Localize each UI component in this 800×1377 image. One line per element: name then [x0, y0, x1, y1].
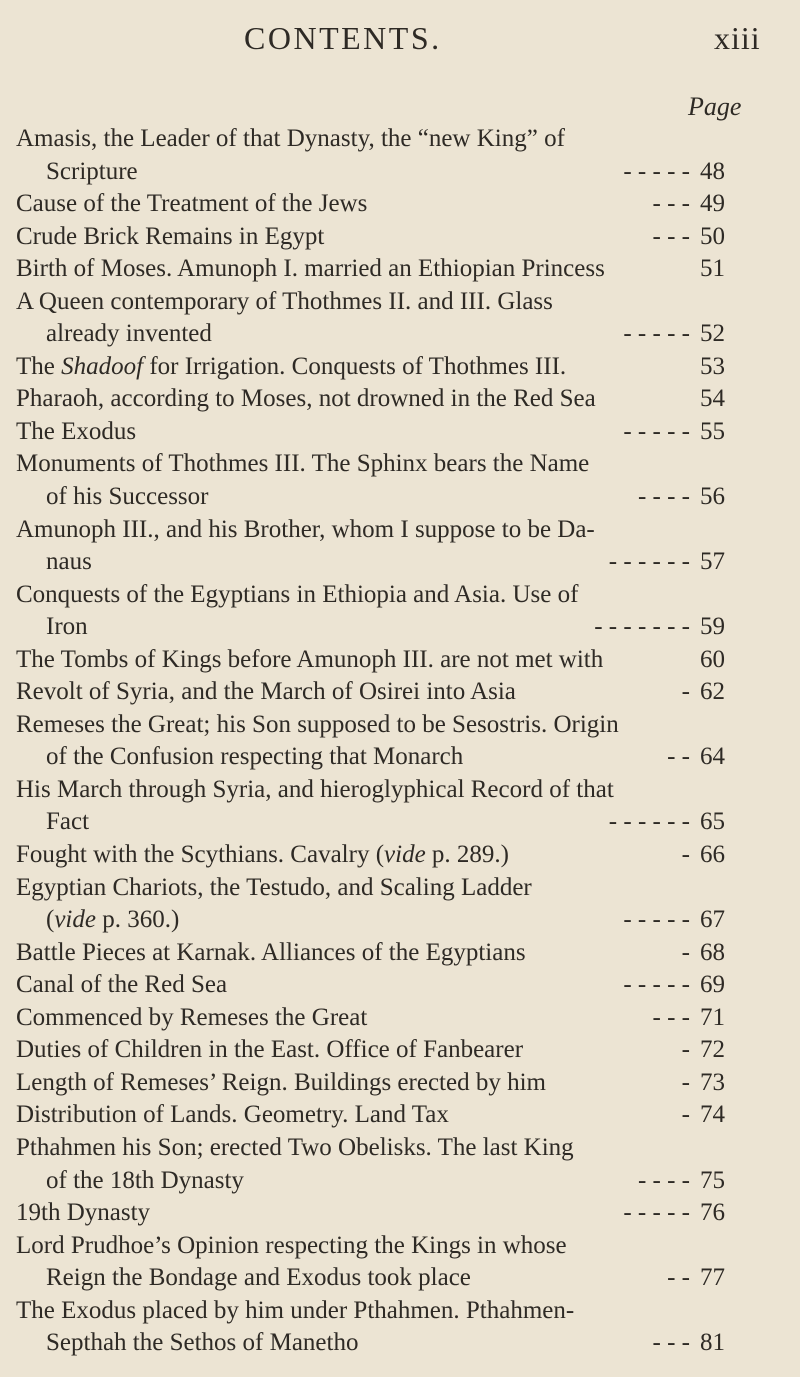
- page-number: xiii: [714, 20, 761, 56]
- toc-line: [0, 123, 800, 156]
- toc-line: [0, 351, 800, 384]
- toc-entry-text: Birth of Moses. Amunoph I. married an Ethiopian Princess: [16, 255, 605, 283]
- toc-line: [0, 1295, 800, 1328]
- toc-line: [0, 221, 800, 254]
- leader-dots: - - - - -: [623, 157, 690, 185]
- toc-entry-text: Septhah the Sethos of Manetho: [46, 1329, 359, 1357]
- leader-dots: - - - - -: [623, 1199, 690, 1227]
- toc-line: [0, 1034, 800, 1067]
- toc-line: [0, 1132, 800, 1165]
- toc-entry-text: Egyptian Chariots, the Testudo, and Scaling Ladder: [16, 873, 532, 901]
- leader-dots: - - -: [652, 222, 690, 250]
- leader-dots: - -: [667, 743, 690, 771]
- toc-line: [0, 579, 800, 612]
- toc-line: [0, 318, 800, 351]
- toc-line: [0, 481, 800, 514]
- running-title: CONTENTS.: [244, 20, 442, 56]
- toc-page-number: 81: [700, 1329, 725, 1357]
- toc-line: [0, 1165, 800, 1198]
- toc-line: [0, 969, 800, 1002]
- toc-page-number: 48: [700, 157, 725, 185]
- toc-page-number: 72: [700, 1036, 725, 1064]
- toc-entry-text: Cause of the Treatment of the Jews: [16, 190, 368, 218]
- toc-page-number: 67: [700, 906, 725, 934]
- toc-line: [0, 448, 800, 481]
- toc-entry-text: Amasis, the Leader of that Dynasty, the “new King” of: [16, 125, 565, 152]
- toc-line: [0, 286, 800, 319]
- toc-entry-text: Fact: [46, 808, 90, 836]
- toc-entry-text: of the 18th Dynasty: [46, 1166, 244, 1194]
- toc-entry-text: Scripture: [46, 157, 138, 185]
- toc-entry-text: of the Confusion respecting that Monarch: [46, 743, 464, 771]
- toc-line: [0, 806, 800, 839]
- toc-line: [0, 156, 800, 189]
- toc-entry-text: Pharaoh, according to Moses, not drowned in the Red Sea: [16, 385, 596, 413]
- page-header: [0, 20, 800, 70]
- toc-line: [0, 253, 800, 286]
- toc-entry-text: Battle Pieces at Karnak. Alliances of the Egyptians: [16, 938, 526, 966]
- leader-dots: -: [681, 938, 690, 966]
- toc-page-number: 75: [700, 1166, 725, 1194]
- toc-entry-text: The Shadoof for Irrigation. Conquests of Thothmes III.: [16, 352, 567, 380]
- leader-dots: - - - - - -: [608, 548, 690, 576]
- contents-list: [0, 123, 800, 1360]
- toc-page-number: 53: [700, 352, 725, 380]
- leader-dots: - -: [667, 1264, 690, 1292]
- toc-entry-text: Fought with the Scythians. Cavalry (vide p. 289.): [16, 841, 509, 869]
- toc-line: [0, 1099, 800, 1132]
- leader-dots: - - - -: [637, 1166, 690, 1194]
- toc-entry-text: Duties of Children in the East. Office of Fanbearer: [16, 1036, 524, 1064]
- toc-entry-text: already invented: [46, 320, 212, 348]
- toc-page-number: 52: [700, 320, 725, 348]
- toc-line: [0, 644, 800, 677]
- toc-line: [0, 904, 800, 937]
- page-column-label: Page: [688, 92, 742, 121]
- toc-entry-text: Length of Remeses’ Reign. Buildings erected by him: [16, 1068, 546, 1096]
- toc-entry-text: Lord Prudhoe’s Opinion respecting the Kings in whose: [16, 1231, 567, 1259]
- toc-entry-text: (vide p. 360.): [46, 906, 180, 934]
- toc-line: [0, 416, 800, 449]
- toc-page-number: 69: [700, 971, 725, 999]
- leader-dots: - - - - -: [623, 906, 690, 934]
- toc-entry-text: Crude Brick Remains in Egypt: [16, 222, 325, 250]
- toc-entry-text: The Tombs of Kings before Amunoph III. are not met with: [16, 645, 604, 673]
- toc-page-number: 55: [700, 417, 725, 445]
- toc-page-number: 66: [700, 841, 725, 869]
- leader-dots: -: [681, 1068, 690, 1096]
- toc-line: [0, 546, 800, 579]
- toc-line: [0, 1262, 800, 1295]
- toc-entry-text: The Exodus: [16, 417, 137, 445]
- toc-page-number: 71: [700, 1003, 725, 1031]
- leader-dots: - - -: [652, 1329, 690, 1357]
- toc-page-number: 51: [700, 255, 725, 283]
- toc-page-number: 65: [700, 808, 725, 836]
- toc-entry-text: The Exodus placed by him under Pthahmen. Pthahmen-: [16, 1296, 575, 1324]
- toc-page-number: 49: [700, 190, 725, 218]
- toc-page-number: 73: [700, 1068, 725, 1096]
- toc-entry-text: Monuments of Thothmes III. The Sphinx bears the Name: [16, 450, 590, 478]
- toc-page-number: 60: [700, 645, 725, 673]
- leader-dots: - - - - -: [623, 320, 690, 348]
- toc-entry-text: 19th Dynasty: [16, 1199, 151, 1227]
- toc-page-number: 62: [700, 678, 725, 706]
- toc-line: [0, 188, 800, 221]
- toc-page-number: 77: [700, 1264, 725, 1292]
- leader-dots: -: [681, 678, 690, 706]
- toc-line: [0, 1002, 800, 1035]
- toc-line: [0, 937, 800, 970]
- toc-line: [0, 1197, 800, 1230]
- toc-page-number: 59: [700, 613, 725, 641]
- toc-line: [0, 709, 800, 742]
- toc-entry-text: Canal of the Red Sea: [16, 971, 228, 999]
- leader-dots: - - - -: [637, 483, 690, 511]
- leader-dots: -: [681, 1101, 690, 1129]
- toc-entry-text: Commenced by Remeses the Great: [16, 1003, 368, 1031]
- leader-dots: - - - - - -: [608, 808, 690, 836]
- leader-dots: -: [681, 841, 690, 869]
- toc-page-number: 50: [700, 222, 725, 250]
- leader-dots: - - - - - - -: [594, 613, 690, 641]
- toc-entry-text: Revolt of Syria, and the March of Osirei into Asia: [16, 678, 516, 706]
- toc-entry-text: Iron: [46, 613, 88, 641]
- toc-page-number: 54: [700, 385, 725, 413]
- leader-dots: -: [681, 1036, 690, 1064]
- toc-line: [0, 839, 800, 872]
- leader-dots: - - -: [652, 190, 690, 218]
- toc-entry-text: His March through Syria, and hieroglyphical Record of that: [16, 775, 614, 803]
- toc-page-number: 76: [700, 1199, 725, 1227]
- toc-entry-text: of his Successor: [46, 483, 209, 511]
- leader-dots: - - - - -: [623, 417, 690, 445]
- toc-line: [0, 1067, 800, 1100]
- toc-line: [0, 514, 800, 547]
- toc-page-number: 56: [700, 483, 725, 511]
- toc-line: [0, 741, 800, 774]
- toc-entry-text: Amunoph III., and his Brother, whom I suppose to be Da-: [16, 515, 595, 543]
- toc-line: [0, 676, 800, 709]
- toc-page-number: 68: [700, 938, 725, 966]
- toc-line: [0, 383, 800, 416]
- toc-line: [0, 611, 800, 644]
- toc-line: [0, 1230, 800, 1263]
- toc-line: [0, 872, 800, 905]
- toc-page-number: 57: [700, 548, 725, 576]
- toc-page-number: 64: [700, 743, 725, 771]
- toc-line: [0, 1327, 800, 1360]
- toc-line: [0, 774, 800, 807]
- toc-entry-text: Pthahmen his Son; erected Two Obelisks. The last King: [16, 1133, 574, 1161]
- leader-dots: - - - - -: [623, 971, 690, 999]
- toc-page-number: 74: [700, 1101, 725, 1129]
- toc-entry-text: Distribution of Lands. Geometry. Land Tax: [16, 1101, 449, 1129]
- toc-entry-text: A Queen contemporary of Thothmes II. and III. Glass: [16, 287, 553, 315]
- leader-dots: - - -: [652, 1003, 690, 1031]
- toc-entry-text: Reign the Bondage and Exodus took place: [46, 1264, 471, 1292]
- toc-entry-text: Remeses the Great; his Son supposed to be Sesostris. Origin: [16, 710, 619, 738]
- toc-entry-text: Conquests of the Egyptians in Ethiopia and Asia. Use of: [16, 580, 579, 608]
- toc-entry-text: naus: [46, 548, 92, 576]
